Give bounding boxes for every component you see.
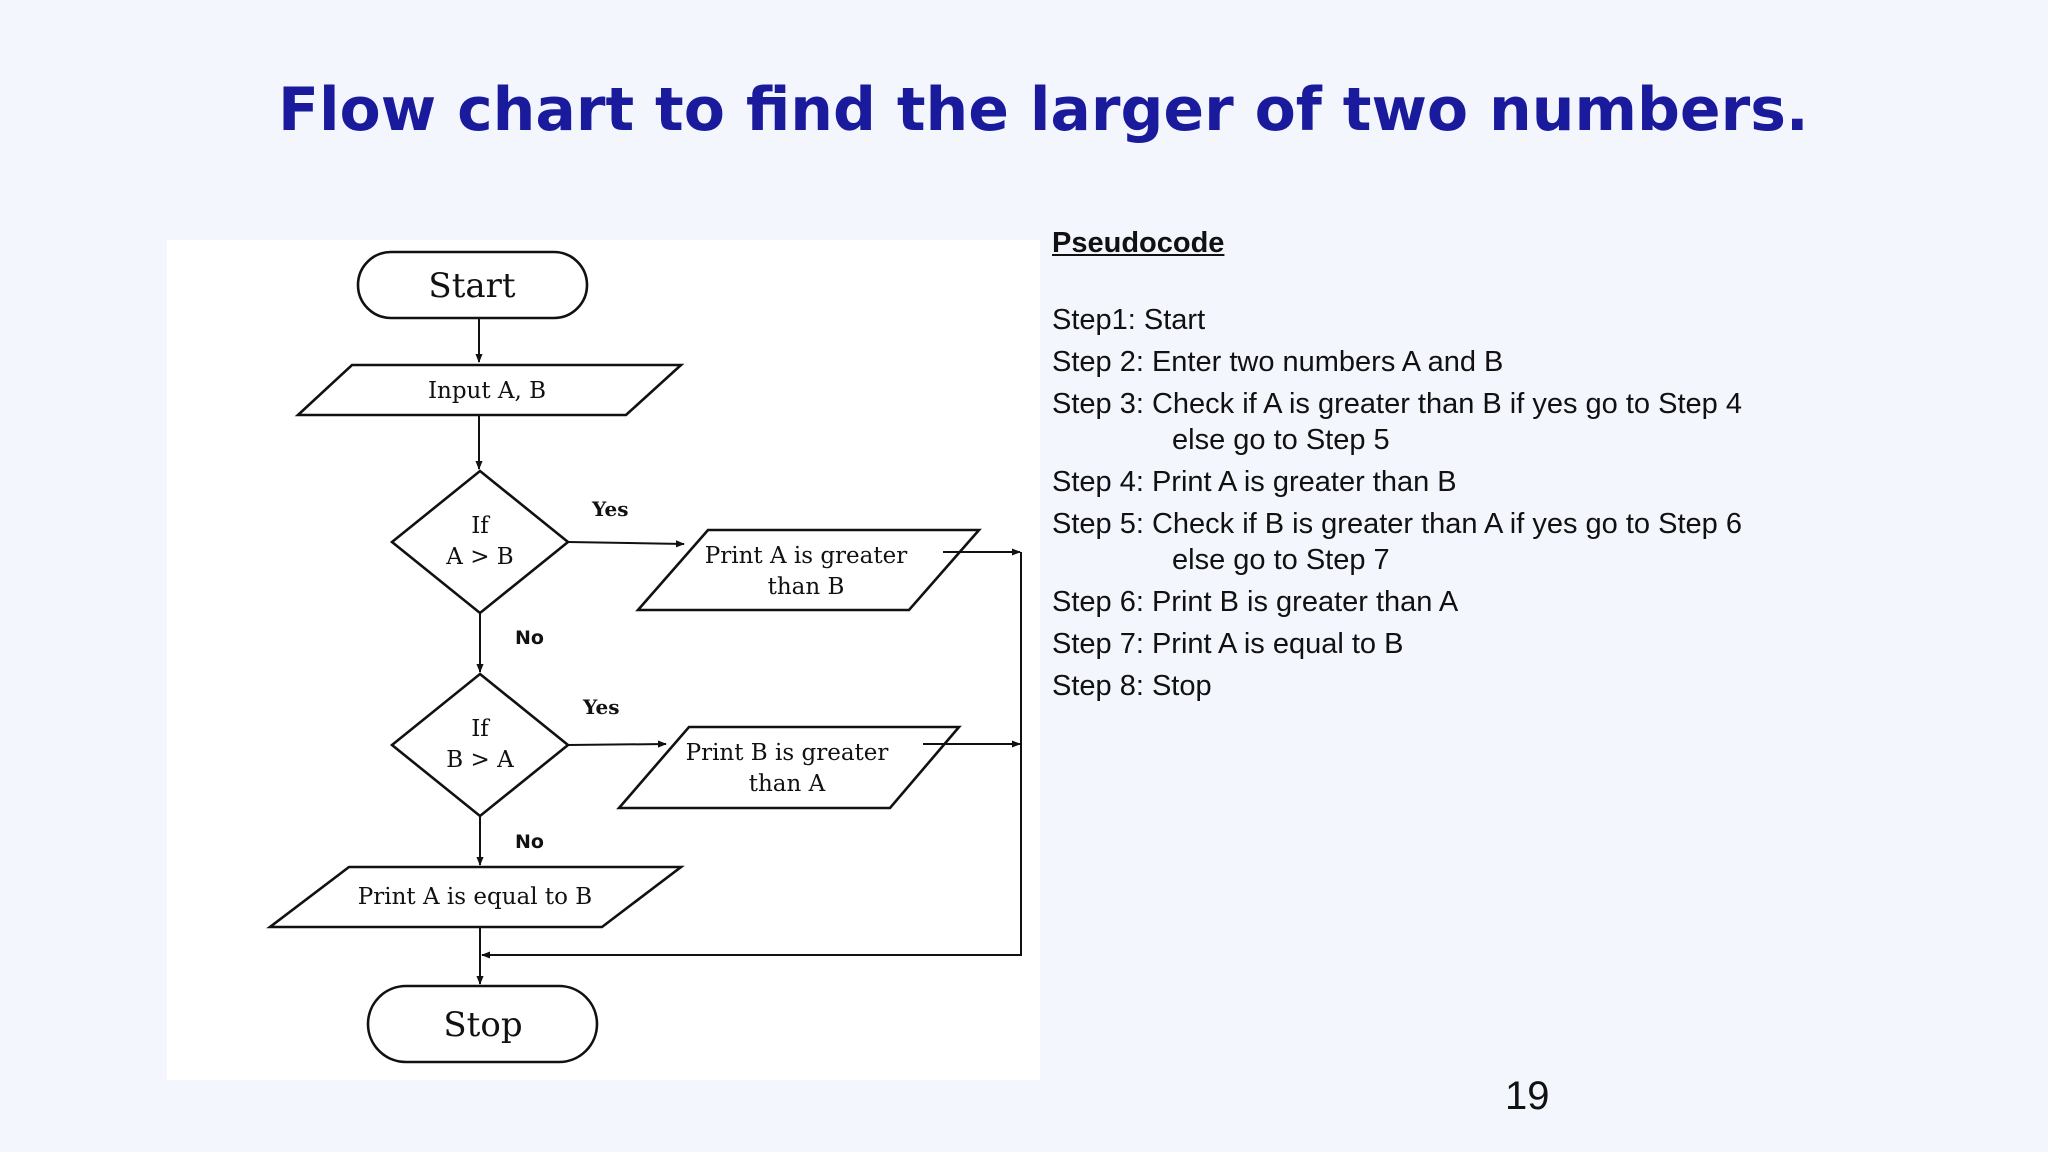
page-number: 19	[1505, 1074, 1550, 1118]
input-label: Input A, B	[427, 378, 547, 404]
yes-label-2: Yes	[583, 695, 620, 719]
no-label-1: No	[515, 627, 544, 649]
output1-line1: Print A is greater	[704, 543, 908, 569]
pseudocode-step-3: Step 3: Check if A is greater than B if yes go to Step 4	[1052, 388, 1742, 420]
start-label: Start	[428, 266, 516, 306]
decision-b-greater-a	[392, 674, 568, 816]
pseudocode-panel	[1052, 222, 1952, 710]
no-label-2: No	[515, 831, 544, 853]
pseudocode-step-8: Step 8: Stop	[1052, 670, 1212, 702]
decision2-line2: B > A	[446, 747, 514, 773]
connector-decision2-yes	[568, 744, 666, 745]
output3-label: Print A is equal to B	[357, 884, 593, 910]
pseudocode-step-5: Step 5: Check if B is greater than A if yes go to Step 6	[1052, 508, 1742, 540]
pseudocode-heading: Pseudocode	[1052, 227, 1225, 259]
flowchart-diagram	[167, 240, 1040, 1080]
pseudocode-step-2: Step 2: Enter two numbers A and B	[1052, 346, 1504, 378]
connector-decision1-yes	[568, 542, 684, 544]
decision2-line1: If	[471, 716, 489, 742]
flowchart-panel	[167, 240, 1040, 1080]
pseudocode-step-1: Step1: Start	[1052, 304, 1206, 336]
yes-label-1: Yes	[592, 497, 629, 521]
stop-label: Stop	[443, 1005, 523, 1045]
output2-line1: Print B is greater	[685, 740, 889, 766]
pseudocode-step-3-continuation: else go to Step 5	[1172, 424, 1390, 456]
output1-line2: than B	[767, 574, 845, 600]
pseudocode-step-6: Step 6: Print B is greater than A	[1052, 586, 1459, 618]
output2-line2: than A	[748, 771, 826, 797]
slide-title: Flow chart to find the larger of two numbers.	[278, 75, 1809, 145]
decision1-line2: A > B	[446, 544, 514, 570]
decision-a-greater-b	[392, 471, 568, 613]
pseudocode-step-4: Step 4: Print A is greater than B	[1052, 466, 1457, 498]
decision1-line1: If	[471, 513, 489, 539]
pseudocode-step-5-continuation: else go to Step 7	[1172, 544, 1390, 576]
pseudocode-step-7: Step 7: Print A is equal to B	[1052, 628, 1404, 660]
